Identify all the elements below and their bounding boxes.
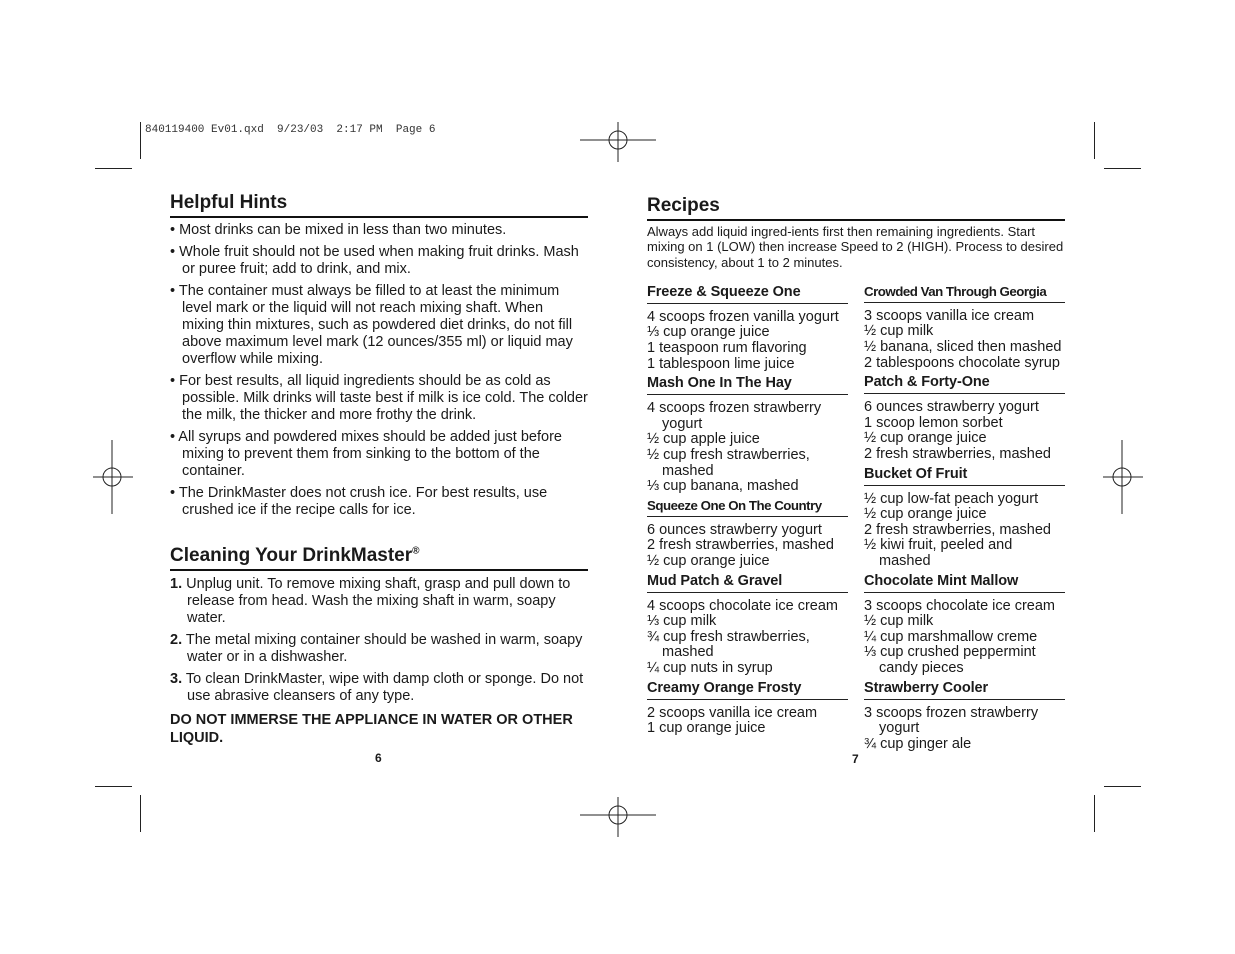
- list-item: [170, 671, 588, 705]
- hints-list: [170, 222, 588, 519]
- ingredient: ½ cup low-fat peach yogurt: [864, 490, 1039, 507]
- recipe: [864, 466, 1065, 570]
- ingredient: ⅓ cup crushed peppermint candy pieces: [864, 644, 1036, 676]
- crop-mark: [1104, 168, 1141, 169]
- print-slug: 840119400 Ev01.qxd 9/23/03 2:17 PM Page 6: [145, 124, 436, 136]
- ingredient-list: [864, 309, 1065, 371]
- ingredient: ½ cup fresh strawberries, mashed: [647, 447, 810, 479]
- ingredient: ½ cup orange juice: [864, 506, 987, 523]
- recipe-title: Chocolate Mint Mallow: [864, 573, 1065, 593]
- ingredient-list: [864, 400, 1065, 462]
- page-number-right: 7: [852, 752, 859, 766]
- recipe-title: Mud Patch & Gravel: [647, 573, 848, 593]
- left-page: [170, 192, 588, 747]
- recipe-title: Strawberry Cooler: [864, 680, 1065, 700]
- ingredient: ½ cup apple juice: [647, 431, 760, 448]
- crop-mark: [140, 795, 141, 832]
- recipe: [647, 573, 848, 677]
- recipe-title: Patch & Forty-One: [864, 374, 1065, 394]
- ingredient-list: [864, 599, 1065, 677]
- ingredient: 2 scoops vanilla ice cream: [647, 704, 818, 721]
- ingredient-list: [647, 310, 848, 372]
- recipe-title: Mash One In The Hay: [647, 375, 848, 395]
- ingredient: 2 fresh strawberries, mashed: [864, 446, 1051, 463]
- page-number-left: 6: [375, 751, 382, 765]
- recipe-title: Crowded Van Through Georgia: [864, 284, 1065, 303]
- ingredient: 4 scoops chocolate ice cream: [647, 597, 839, 614]
- ingredient: ¾ cup fresh strawberries, mashed: [647, 628, 810, 661]
- recipe: [647, 680, 848, 737]
- recipe-title: Squeeze One On The Country: [647, 498, 848, 517]
- ingredient-list: [864, 706, 1065, 753]
- ingredient-list: [647, 523, 848, 570]
- recipe: [864, 680, 1065, 753]
- ingredient: 2 fresh strawberries, mashed: [647, 537, 834, 554]
- recipe-title: Creamy Orange Frosty: [647, 680, 848, 700]
- ingredient: 2 fresh strawberries, mashed: [864, 521, 1051, 538]
- step-number: 1.: [170, 576, 183, 592]
- ingredient-list: [864, 492, 1065, 570]
- registered-mark: ®: [412, 545, 420, 557]
- recipe: [647, 498, 848, 570]
- cleaning-title-text: Cleaning Your DrinkMaster: [170, 545, 413, 566]
- right-page: [647, 195, 1065, 755]
- crop-mark: [95, 168, 132, 169]
- step-text: The metal mixing container should be washed in warm, soapy water or in a dishwasher.: [185, 632, 583, 665]
- step-number: 2.: [170, 632, 183, 648]
- ingredient: ½ banana, sliced then mashed: [864, 339, 1062, 356]
- recipe-column-2: [864, 284, 1065, 755]
- ingredient: 4 scoops frozen vanilla yogurt: [647, 308, 839, 325]
- recipe-title: Bucket Of Fruit: [864, 466, 1065, 486]
- list-item: • Whole fruit should not be used when making fruit drinks. Mash or puree fruit; add to drink, and mix.: [170, 244, 579, 277]
- ingredient: 1 cup orange juice: [647, 720, 766, 737]
- list-item: [170, 576, 588, 627]
- recipe-columns: [647, 284, 1065, 755]
- recipe: [864, 284, 1065, 371]
- ingredient: 3 scoops chocolate ice cream: [864, 597, 1056, 614]
- recipe-column-1: [647, 284, 848, 755]
- recipe-title: Freeze & Squeeze One: [647, 284, 848, 304]
- recipes-intro: Always add liquid ingred-ients first then remaining ingredients. Start mixing on 1 (LOW) then increase Speed to 2 (HIGH). Process to desired consistency, about 1 to 2 minutes.: [647, 224, 1064, 270]
- step-number: 3.: [170, 671, 183, 687]
- list-item: • All syrups and powdered mixes should be added just before mixing to prevent them from sinking to the bottom of the container.: [170, 429, 562, 479]
- ingredient: ¼ cup marshmallow creme: [864, 628, 1038, 645]
- crop-mark: [140, 122, 141, 159]
- list-item: [170, 632, 588, 666]
- step-text: To clean DrinkMaster, wipe with damp cloth or sponge. Do not use abrasive cleansers of any type.: [185, 671, 584, 704]
- ingredient: ⅓ cup milk: [647, 613, 717, 630]
- hints-title: Helpful Hints: [170, 192, 588, 218]
- list-item: • The DrinkMaster does not crush ice. For best results, use crushed ice if the recipe calls for ice.: [170, 485, 548, 518]
- ingredient: 1 scoop lemon sorbet: [864, 414, 1003, 431]
- crop-mark: [1104, 786, 1141, 787]
- recipe: [864, 374, 1065, 462]
- ingredient-list: [647, 706, 848, 737]
- recipe: [647, 284, 848, 372]
- ingredient: 1 tablespoon lime juice: [647, 355, 795, 372]
- warning-text: DO NOT IMMERSE THE APPLIANCE IN WATER OR OTHER LIQUID.: [170, 712, 573, 746]
- crop-mark: [1094, 122, 1095, 159]
- ingredient: ⅓ cup orange juice: [647, 324, 770, 341]
- cleaning-title: [170, 545, 588, 571]
- registration-mark-bottom: [580, 797, 656, 837]
- ingredient: 1 teaspoon rum flavoring: [647, 340, 807, 357]
- registration-mark-right: [1103, 440, 1143, 514]
- ingredient-list: [647, 401, 848, 495]
- crop-mark: [1094, 795, 1095, 832]
- recipe: [864, 573, 1065, 677]
- ingredient: ½ cup orange juice: [647, 553, 770, 570]
- ingredient: ¼ cup nuts in syrup: [647, 659, 773, 676]
- ingredient: 4 scoops frozen strawberry yogurt: [647, 400, 822, 432]
- ingredient: 6 ounces strawberry yogurt: [864, 399, 1039, 416]
- list-item: • For best results, all liquid ingredients should be as cold as possible. Milk drinks will taste best if milk is ice cold. The colder the milk, the thicker and more frothy the drink.: [170, 373, 588, 423]
- ingredient: ½ kiwi fruit, peeled and mashed: [864, 537, 1013, 570]
- ingredient: 6 ounces strawberry yogurt: [647, 521, 822, 538]
- recipes-title: Recipes: [647, 195, 1065, 221]
- list-item: • The container must always be filled to at least the minimum level mark or the liquid will not reach mixing shaft. When mixing thin mixtures, such as powdered diet drinks, do not fill above maximum level mark (12 ounces/355 ml) or liquid may overflow while mixing.: [170, 283, 573, 367]
- ingredient: ½ cup orange juice: [864, 430, 987, 447]
- ingredient: ½ cup milk: [864, 613, 934, 630]
- list-item: • Most drinks can be mixed in less than two minutes.: [170, 222, 507, 238]
- registration-mark-left: [93, 440, 133, 514]
- ingredient: 3 scoops frozen strawberry yogurt: [864, 704, 1039, 737]
- ingredient: ⅓ cup banana, mashed: [647, 478, 799, 495]
- ingredient: 2 tablespoons chocolate syrup: [864, 354, 1060, 371]
- ingredient: ½ cup milk: [864, 323, 934, 340]
- ingredient-list: [647, 599, 848, 677]
- ingredient: ¾ cup ginger ale: [864, 735, 972, 752]
- ingredient: 3 scoops vanilla ice cream: [864, 307, 1035, 324]
- crop-mark: [95, 786, 132, 787]
- cleaning-steps: [170, 576, 588, 705]
- recipe: [647, 375, 848, 495]
- step-text: Unplug unit. To remove mixing shaft, grasp and pull down to release from head. Wash the mixing shaft in warm, soapy water.: [186, 576, 571, 626]
- registration-mark-top: [580, 122, 656, 162]
